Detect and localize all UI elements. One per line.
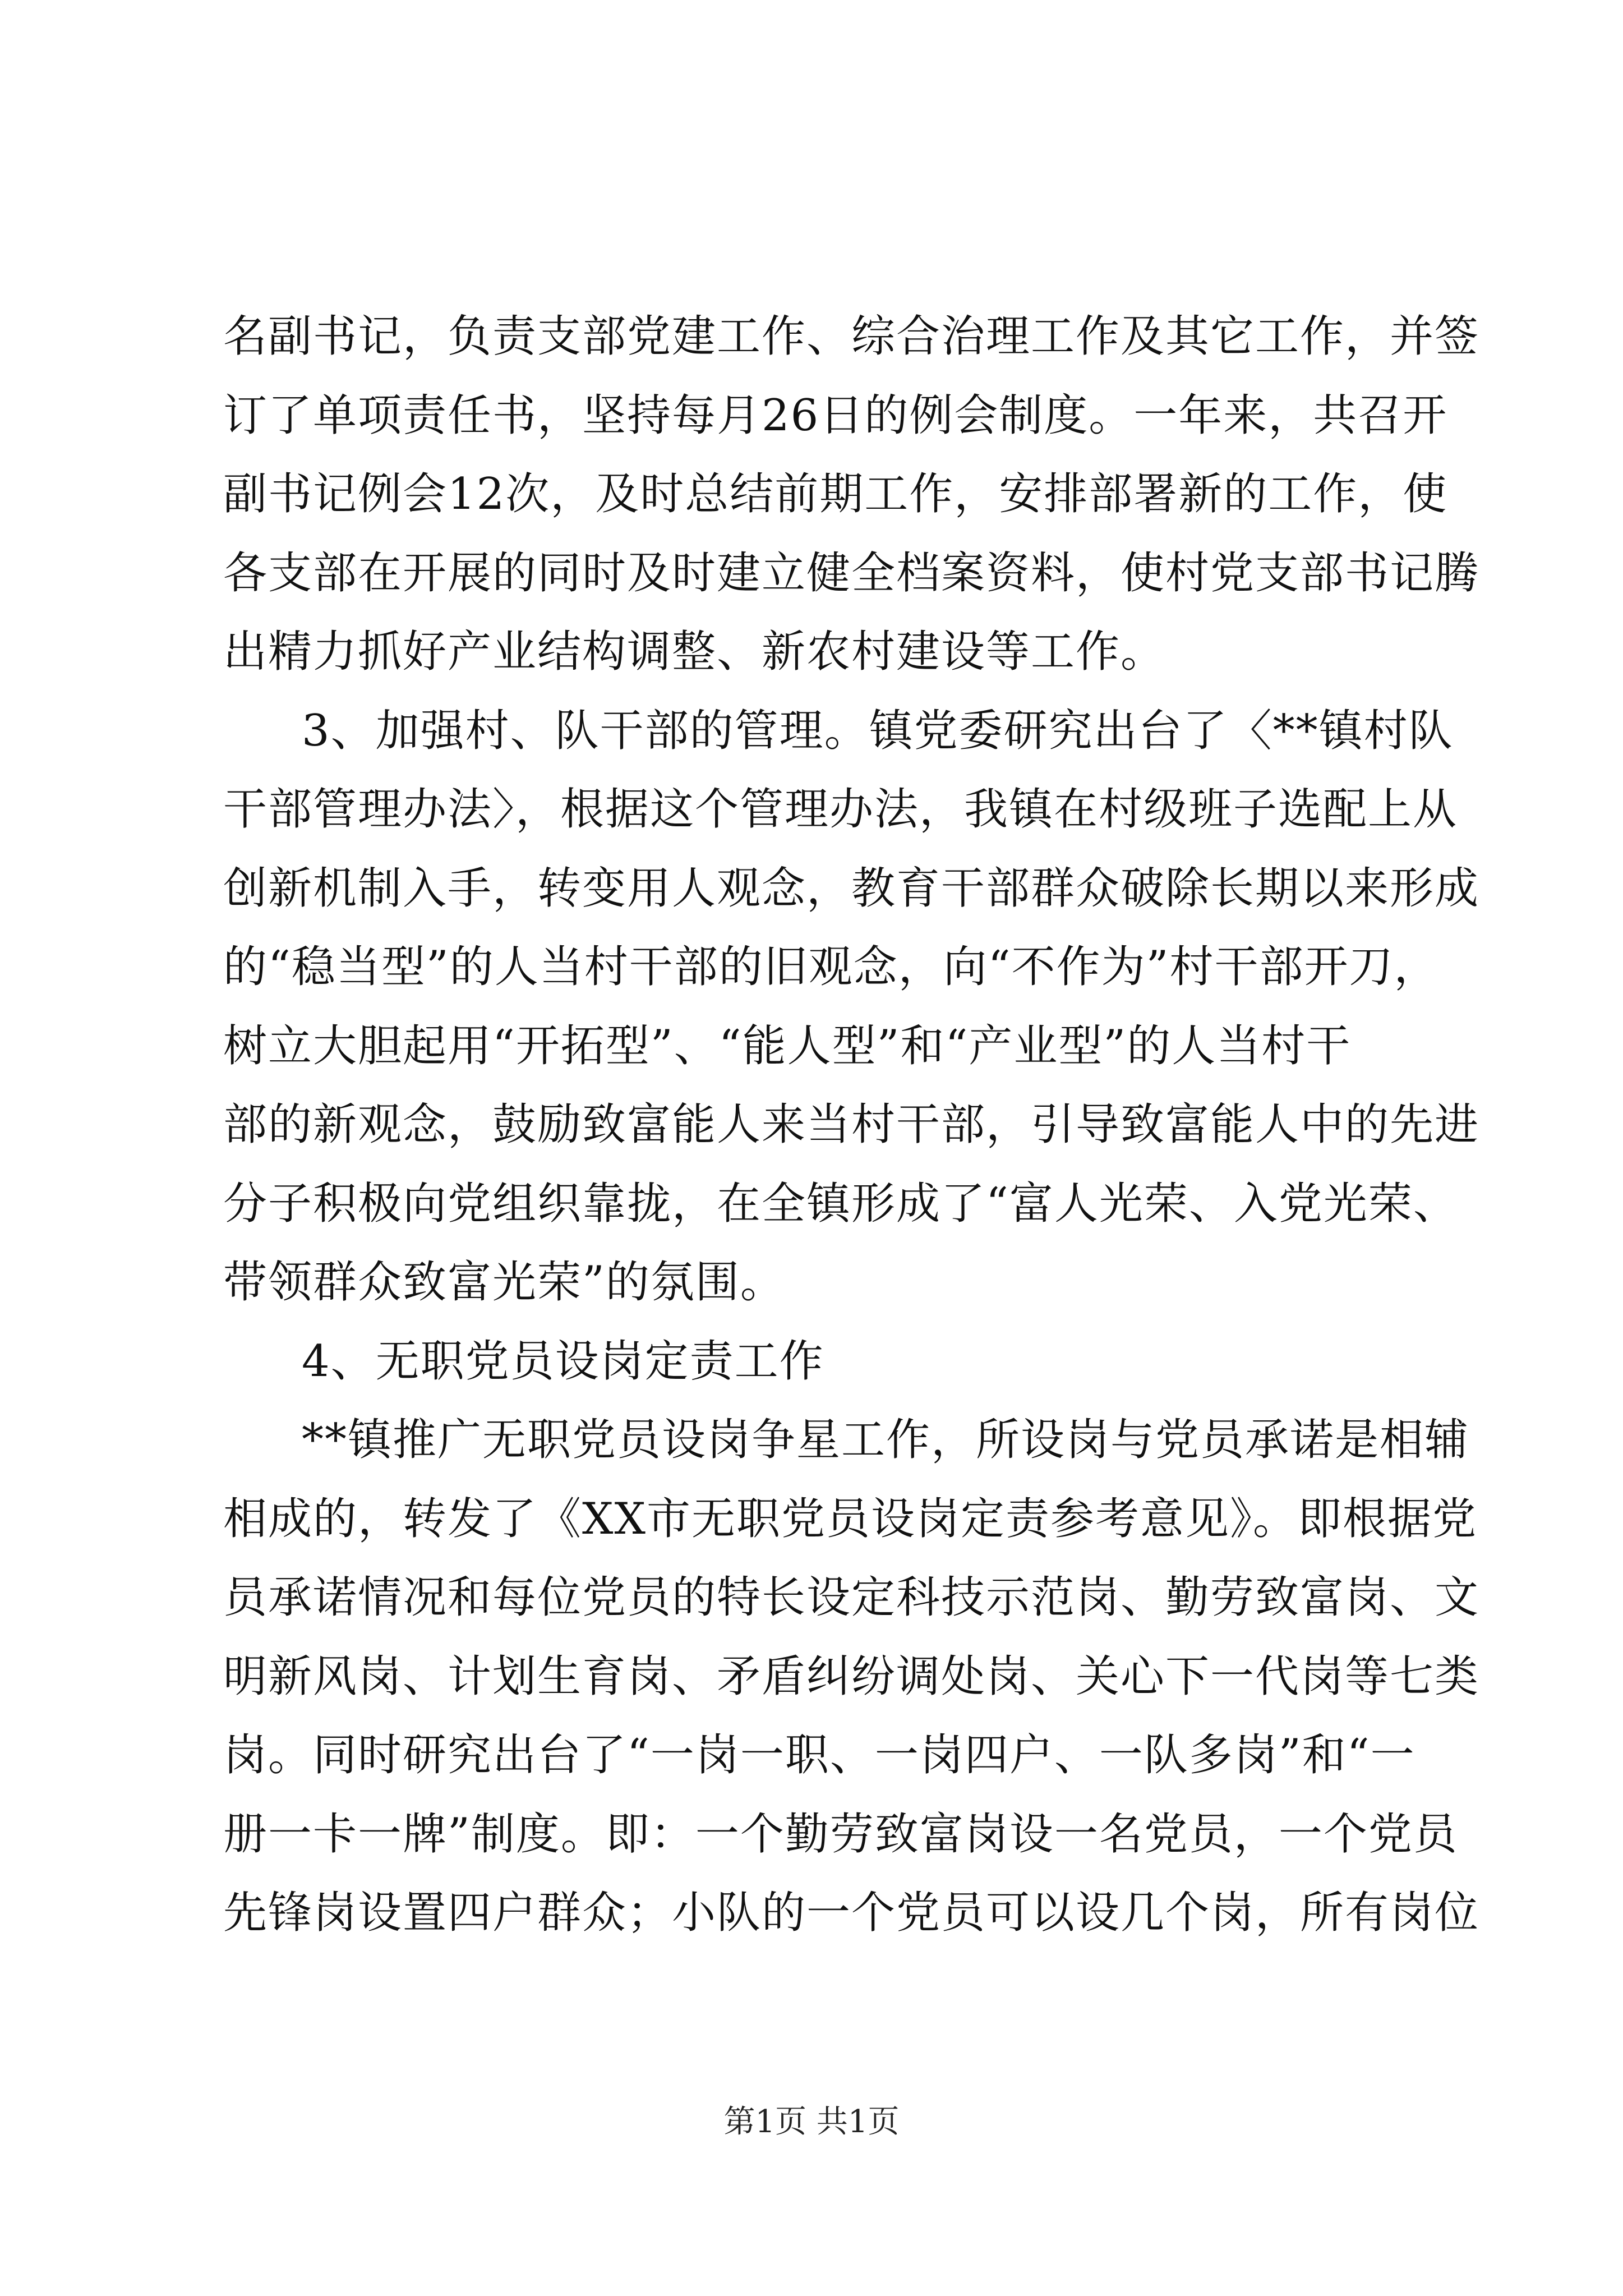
paragraph-line-11: 部的新观念，鼓励致富能人来当村干部，引导致富能人中的先进	[223, 1099, 1480, 1150]
paragraph-line-8: 创新机制入手，转变用人观念，教育干部群众破除长期以来形成	[223, 863, 1480, 914]
paragraph-line-9: 的“稳当型”的人当村干部的旧观念，向“不作为”村干部开刀，	[223, 942, 1439, 992]
paragraph-line-19: 岗。同时研究出台了“一岗一职、一岗四户、一队多岗”和“一	[223, 1730, 1415, 1780]
document-body	[223, 297, 1480, 1953]
paragraph-line-21: 先锋岗设置四户群众；小队的一个党员可以设几个岗，所有岗位	[223, 1888, 1480, 1938]
paragraph-line-1: 名副书记，负责支部党建工作、综合治理工作及其它工作，并签	[223, 311, 1480, 362]
paragraph-line-7: 干部管理办法〉，根据这个管理办法，我镇在村级班子选配上从	[223, 784, 1458, 835]
paragraph-line-5: 出精力抓好产业结构调整、新农村建设等工作。	[223, 627, 1166, 677]
paragraph-line-10: 树立大胆起用“开拓型”、“能人型”和“产业型”的人当村干	[223, 1020, 1352, 1071]
paragraph-line-3: 副书记例会12次，及时总结前期工作，安排部署新的工作，使	[223, 469, 1448, 519]
paragraph-line-20: 册一卡一牌”制度。即：一个勤劳致富岗设一名党员，一个党员	[223, 1809, 1458, 1860]
paragraph-line-2: 订了单项责任书，坚持每月26日的例会制度。一年来，共召开	[223, 390, 1448, 441]
paragraph-line-15: **镇推广无职党员设岗争星工作，所设岗与党员承诺是相辅	[302, 1415, 1470, 1465]
paragraph-line-12: 分子积极向党组织靠拢，在全镇形成了“富人光荣、入党光荣、	[223, 1178, 1458, 1229]
paragraph-line-4: 各支部在开展的同时及时建立健全档案资料，使村党支部书记腾	[223, 547, 1480, 599]
paragraph-line-16: 相成的，转发了《XX市无职党员设岗定责参考意见》。即根据党	[223, 1493, 1478, 1544]
paragraph-line-17: 员承诺情况和每位党员的特长设定科技示范岗、勤劳致富岗、文	[223, 1572, 1480, 1623]
paragraph-line-18: 明新风岗、计划生育岗、矛盾纠纷调处岗、关心下一代岗等七类	[223, 1651, 1480, 1702]
paragraph-line-13: 带领群众致富光荣”的氛围。	[223, 1257, 785, 1308]
page-footer: 第1页 共1页	[723, 2104, 900, 2140]
paragraph-line-6: 3、加强村、队干部的管理。镇党委研究出台了〈**镇村队	[302, 705, 1454, 756]
section-heading-line: 4、无职党员设岗定责工作	[302, 1336, 824, 1387]
